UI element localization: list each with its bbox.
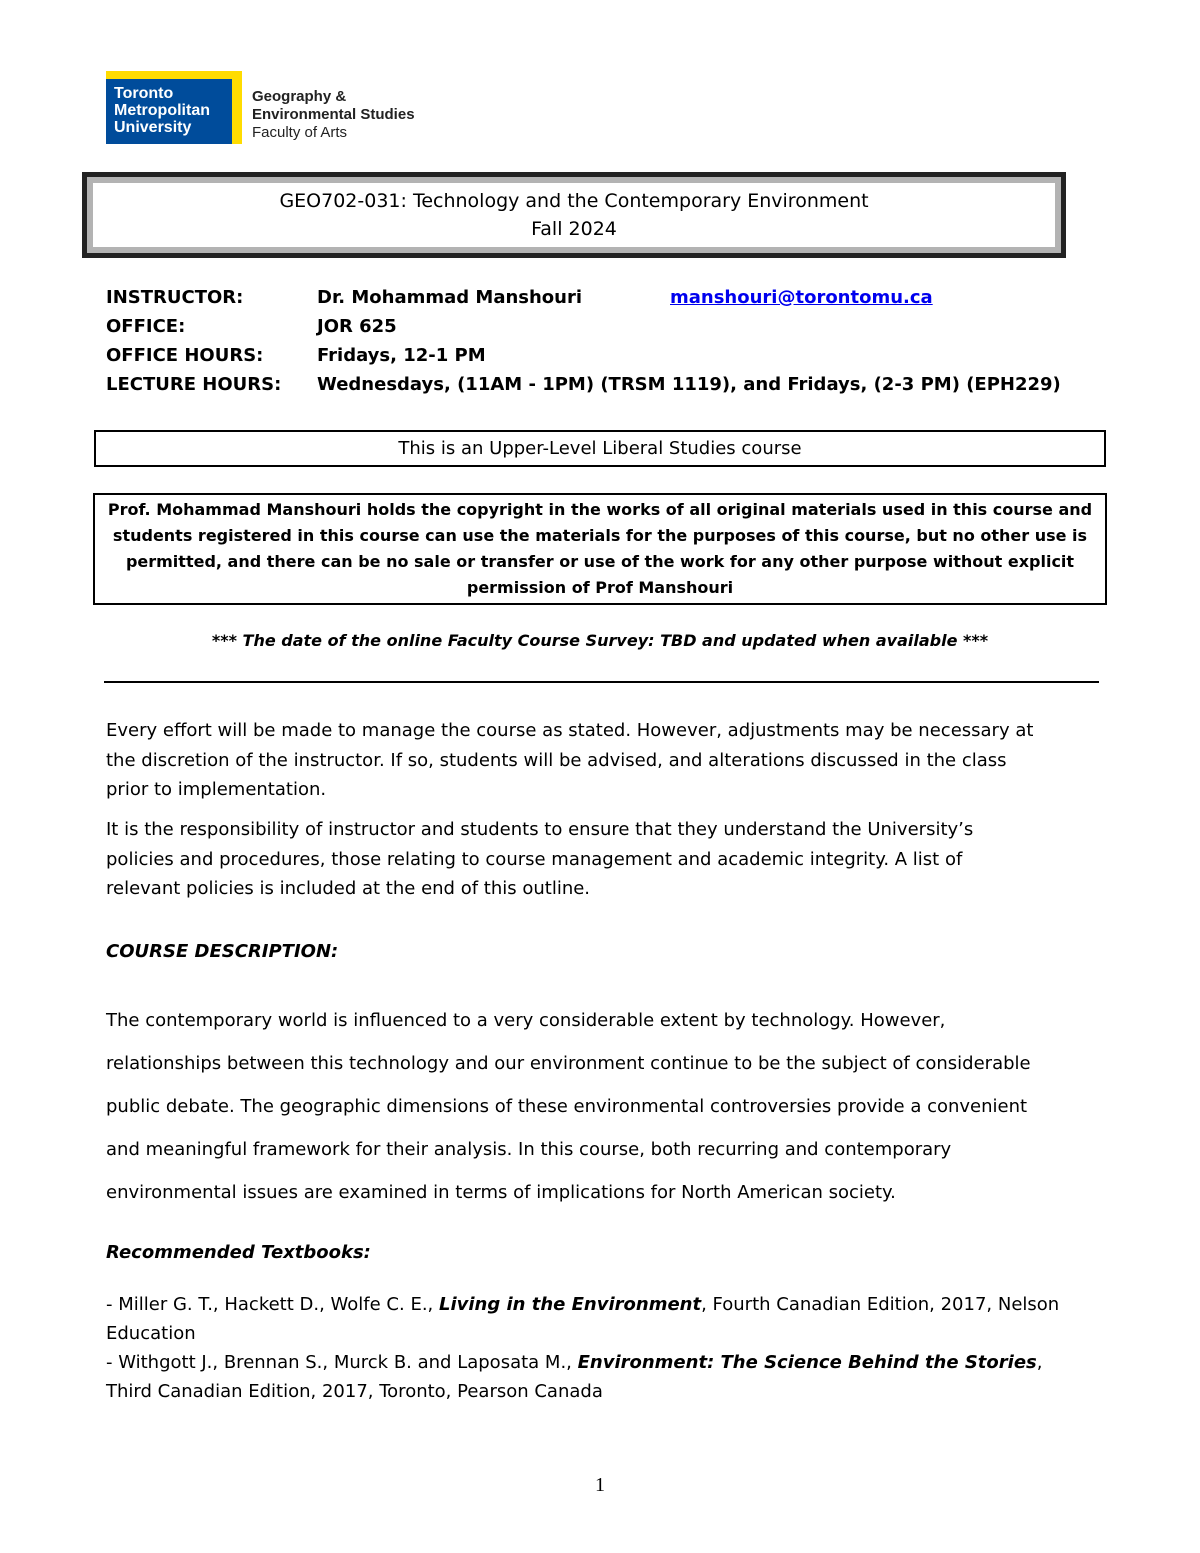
textbooks-heading: Recommended Textbooks: [106, 1242, 371, 1263]
textbook-item-2 [106, 1348, 1106, 1377]
logo-line-2: Metropolitan [114, 102, 210, 119]
paragraph-line: policies and procedures, those relating to course management and academic integrity. A list of [106, 848, 963, 870]
course-description [106, 999, 1106, 1214]
copyright-line-3: permitted, and there can be no sale or transfer or use of the work for any other purpose without explicit [125, 552, 1075, 571]
copyright-line-1: Prof. Mohammad Manshouri holds the copyright in the works of all original materials used in this course and [107, 500, 1093, 519]
copyright-line-4: permission of Prof Manshouri [466, 578, 734, 597]
description-line: environmental issues are examined in terms of implications for North American society. [106, 1182, 896, 1203]
paragraph-line: prior to implementation. [106, 779, 327, 800]
textbook-details: , Fourth Canadian Edition, 2017, Nelson [701, 1294, 1060, 1315]
description-line: and meaningful framework for their analysis. In this course, both recurring and contemporary [106, 1139, 952, 1160]
office-hours-label: OFFICE HOURS: [106, 345, 264, 366]
logo-line-3: University [114, 119, 192, 136]
liberal-studies-notice: This is an Upper-Level Liberal Studies course [94, 430, 1106, 467]
textbook-authors: - Miller G. T., Hackett D., Wolfe C. E., [106, 1294, 439, 1315]
paragraph-line: It is the responsibility of instructor and students to ensure that they understand the University’s [106, 819, 974, 840]
paragraph-line: relevant policies is included at the end of this outline. [106, 878, 591, 899]
adjustments-paragraph [106, 716, 1106, 805]
office-hours-value: Fridays, 12-1 PM [317, 345, 486, 366]
course-title: GEO702-031: Technology and the Contemporary Environment [279, 190, 869, 212]
textbook-item-2-cont: Third Canadian Edition, 2017, Toronto, Pearson Canada [106, 1381, 603, 1402]
textbook-item-1-cont: Education [106, 1323, 196, 1344]
policies-paragraph [106, 815, 1106, 904]
textbook-title: Living in the Environment [438, 1294, 702, 1315]
course-title-box [82, 172, 1066, 258]
office-label: OFFICE: [106, 316, 186, 337]
copyright-notice [93, 493, 1107, 605]
textbook-item-1 [106, 1290, 1106, 1319]
instructor-name: Dr. Mohammad Manshouri [317, 287, 583, 308]
instructor-label: INSTRUCTOR: [106, 287, 244, 308]
textbook-list [106, 1290, 1106, 1406]
lecture-hours-value: Wednesdays, (11AM - 1PM) (TRSM 1119), and Fridays, (2-3 PM) (EPH229) [317, 374, 1061, 395]
description-line: The contemporary world is influenced to a very considerable extent by technology. However, [106, 1010, 946, 1031]
office-value: JOR 625 [317, 316, 397, 337]
course-description-heading: COURSE DESCRIPTION: [106, 941, 339, 962]
textbook-title: Environment: The Science Behind the Stories [577, 1352, 1037, 1373]
divider [104, 681, 1099, 683]
logo-wordmark [106, 79, 232, 144]
copyright-line-2: students registered in this course can use the materials for the purposes of this course, but no other use is [112, 526, 1088, 545]
faculty-name: Faculty of Arts [252, 124, 348, 141]
page-number: 1 [595, 1474, 605, 1496]
paragraph-line: the discretion of the instructor. If so, students will be advised, and alterations discussed in the class [106, 749, 1007, 771]
description-line: relationships between this technology and our environment continue to be the subject of considerable [106, 1053, 1031, 1074]
textbook-authors: - Withgott J., Brennan S., Murck B. and Laposata M., [106, 1352, 578, 1373]
logo-line-1: Toronto [114, 85, 174, 102]
department-line-1: Geography & [252, 88, 347, 105]
instructor-email-link[interactable]: manshouri@torontomu.ca [670, 287, 933, 308]
description-line: public debate. The geographic dimensions of these environmental controversies provide a convenient [106, 1096, 1028, 1117]
university-logo [106, 71, 242, 144]
survey-note: *** The date of the online Faculty Course Survey: TBD and updated when available *** [211, 631, 989, 650]
course-term: Fall 2024 [531, 218, 617, 240]
textbook-details: , [1036, 1352, 1043, 1373]
department-name [252, 88, 415, 142]
lecture-hours-label: LECTURE HOURS: [106, 374, 282, 395]
paragraph-line: Every effort will be made to manage the course as stated. However, adjustments may be necessary at [106, 720, 1034, 741]
department-line-2: Environmental Studies [252, 106, 415, 123]
